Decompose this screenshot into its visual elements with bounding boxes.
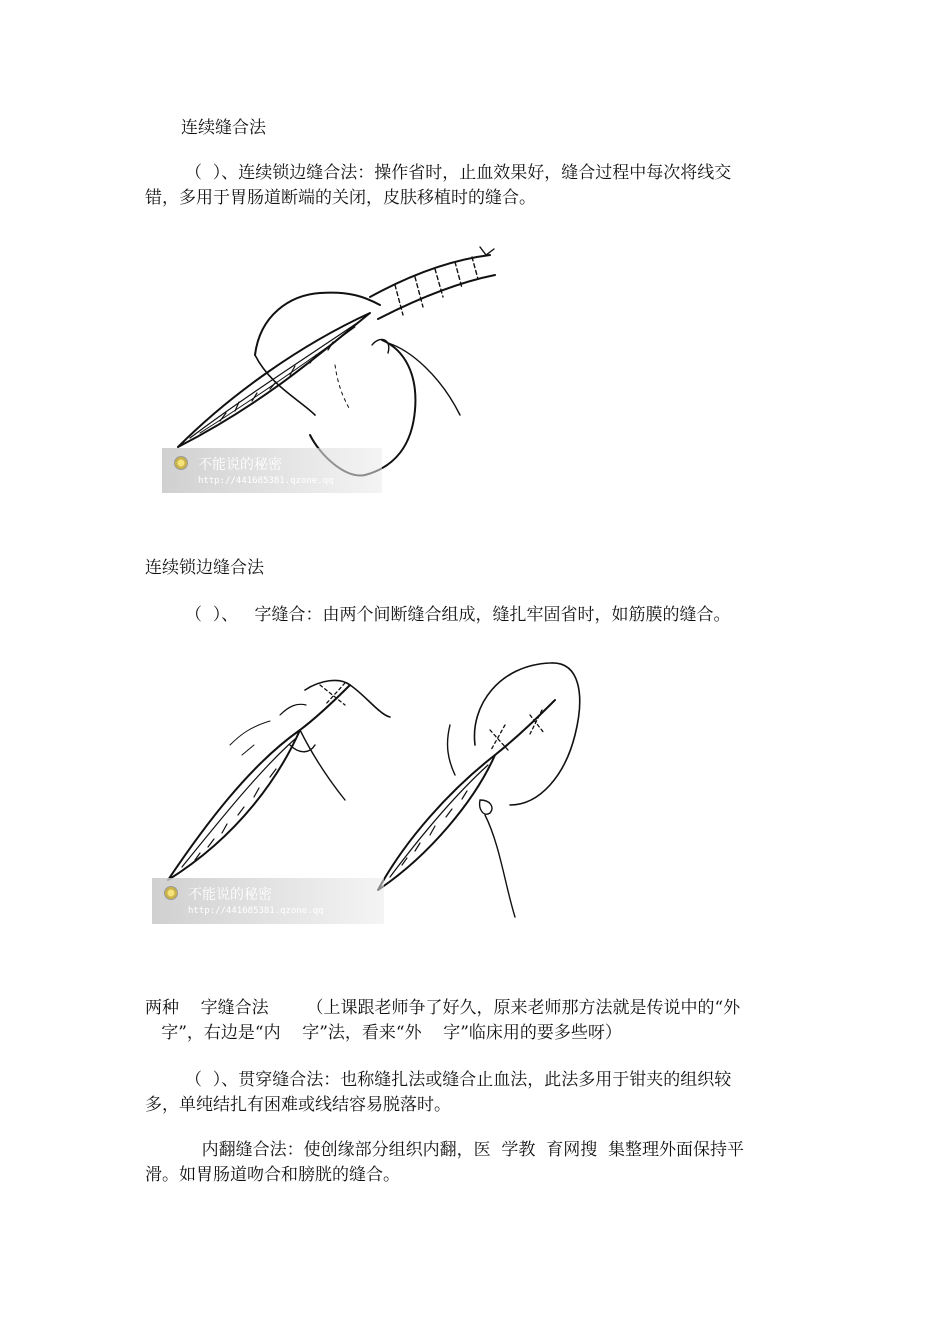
paragraph-line: （ ）、贯穿缝合法：也称缝扎法或缝合止血法，此法多用于钳夹的组织较 (185, 1070, 732, 1090)
paragraph-inverted-suture (180, 1138, 845, 1163)
watermark-url: http://441685381.qzone.qq (188, 906, 324, 916)
paragraph-line: 错，多用于胃肠道断端的关闭，皮肤移植时的缝合。 (145, 188, 536, 208)
caption-line: 两种 字缝合法 （上课跟老师争了好久，原来老师那方法就是传说中的“外 (145, 998, 741, 1018)
figure-caption-figure-eight (145, 996, 810, 1046)
watermark-title: 不能说的秘密 (188, 887, 272, 903)
paragraph-line: 多，单纯结扎有困难或线结容易脱落时。 (145, 1095, 451, 1115)
section-heading: 连续缝合法 (181, 118, 266, 138)
watermark-banner (152, 878, 384, 924)
caption-line: 字”，右边是“内 字”法，看来“外 字”临床用的要多些呀） (145, 1023, 622, 1043)
paragraph-inverted-suture-cont (145, 1163, 810, 1188)
paragraph-transfixion-suture-cont (145, 1093, 810, 1118)
watermark-logo-icon (164, 886, 178, 900)
paragraph-figure-eight-suture: （ ）、 字缝合：由两个间断缝合组成，缝扎牢固省时，如筋膜的缝合。 (185, 605, 731, 625)
watermark-logo-icon (174, 456, 188, 470)
paragraph-locked-suture (185, 161, 850, 186)
paragraph-locked-suture-cont (145, 186, 810, 211)
watermark-url: http://441685381.qzone.qq (198, 476, 334, 486)
figure-caption: 连续锁边缝合法 (145, 558, 264, 578)
paragraph-line: 内翻缝合法：使创缘部分组织内翻，医 学教 育网搜 集整理外面保持平 (180, 1140, 745, 1160)
paragraph-line: （ ）、连续锁边缝合法：操作省时，止血效果好，缝合过程中每次将线交 (185, 163, 732, 183)
paragraph-line: 滑。如胃肠道吻合和膀胱的缝合。 (145, 1165, 400, 1185)
watermark-title: 不能说的秘密 (198, 457, 282, 473)
paragraph-transfixion-suture (185, 1068, 850, 1093)
watermark-banner (162, 448, 382, 493)
